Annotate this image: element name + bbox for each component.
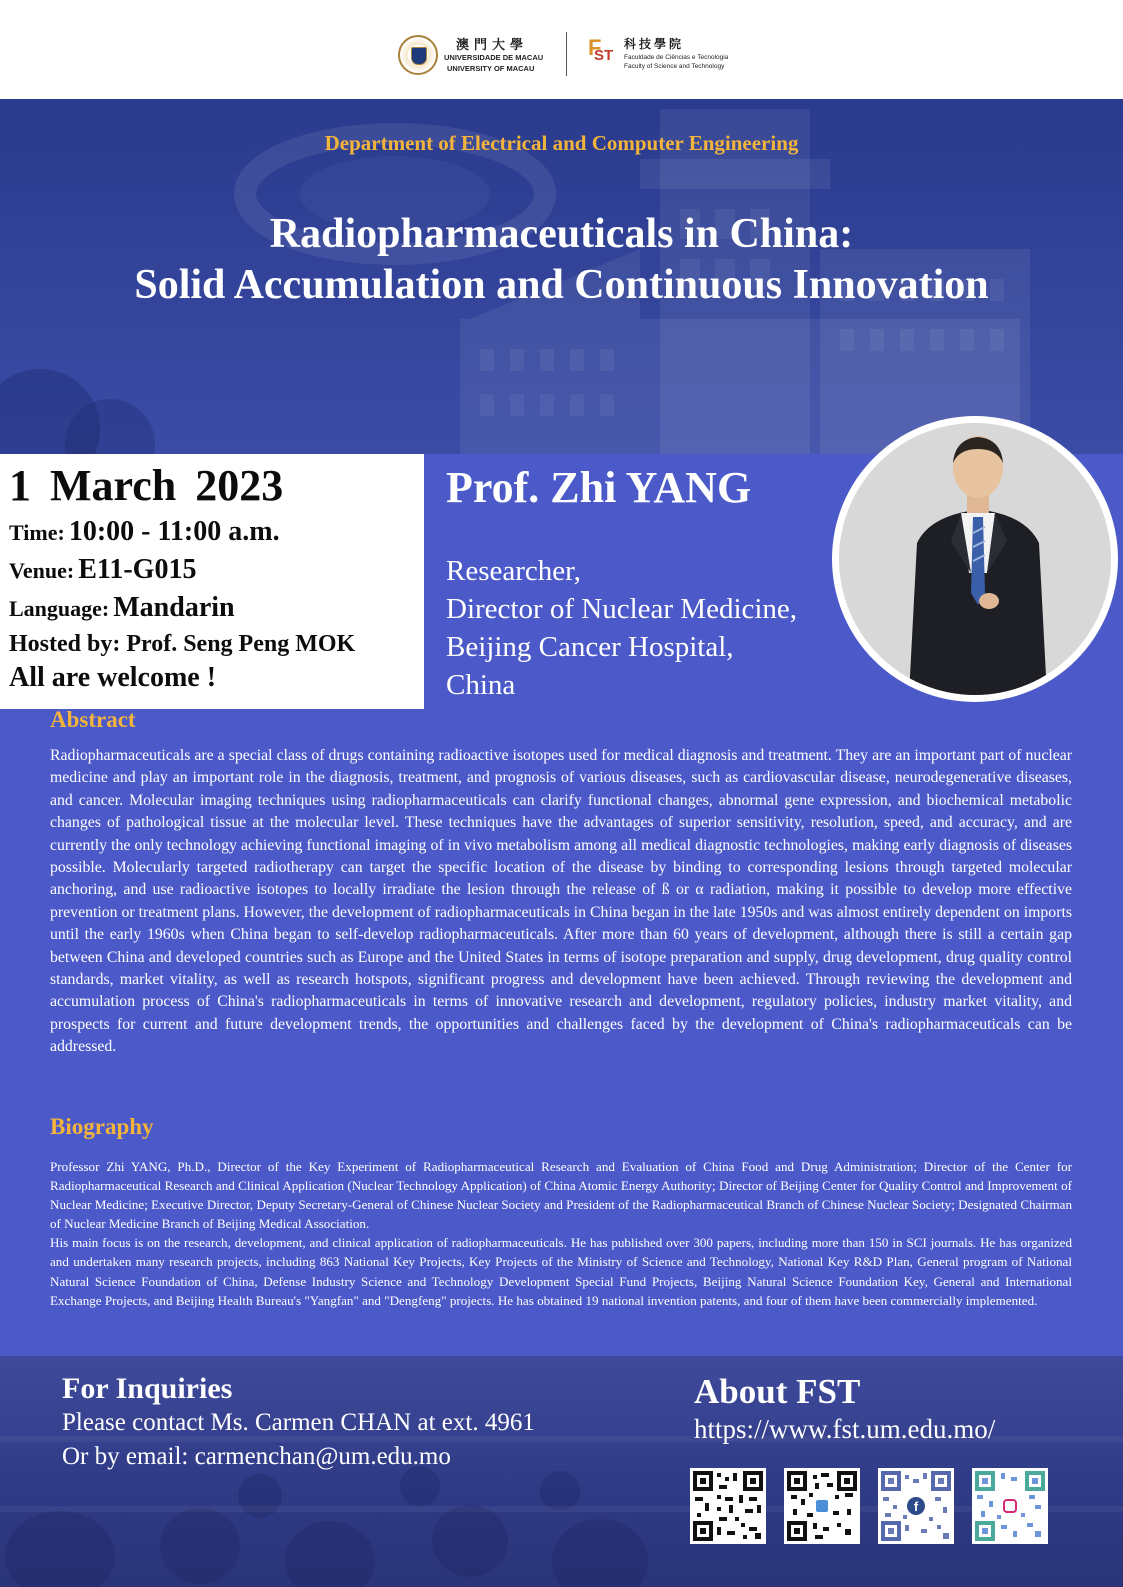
- language-label: Language:: [9, 596, 110, 621]
- event-welcome: All are welcome !: [9, 662, 217, 693]
- um-logo-chinese: 澳門大學: [456, 38, 529, 53]
- biography-paragraph: Professor Zhi YANG, Ph.D., Director of the Key Experiment of Radiopharmaceutical Research and Evaluation of China Food and Drug Administration; Director of the Center for Radiopharmaceutical Research and Clinical Application (Nuclear Technology Application) of China Atomic Energy Authority; Director of Beijing Center for Quality Control and Improvement of Nuclear Medicine; Executive Director, Deputy Secretary-General of Chinese Nuclear Society and President of the Radiopharmaceutical Branch of Chinese Nuclear Society; Designated Chairman of Nuclear Medicine Branch of Beijing Medical Association.: [50, 1159, 1072, 1232]
- biography-paragraph: His main focus is on the research, development, and clinical application of radiopharmaceuticals. He has published over 300 papers, including more than 150 in SCI journals. He has organized and undertaken many research projects, including 863 National Key Projects, Key Projects of the Ministry of Science and Technology, National Key R&D Plan, General program of National Natural Science Foundation of China, Defense Industry Science and Technology Development Special Fund Projects, Beijing Natural Science Foundation Key, General and International Exchange Projects, and Beijing Health Bureau's "Yangfan" and "Dengfeng" projects. He has obtained 19 national invention patents, and four of them have been commercially implemented.: [50, 1235, 1072, 1308]
- um-seal-icon: [398, 35, 438, 75]
- speaker-portrait-icon: [839, 423, 1111, 695]
- speaker-photo: [832, 416, 1118, 702]
- fst-mark-icon: F ST: [588, 35, 614, 64]
- qr-code-icon: [693, 1471, 763, 1541]
- abstract-text: Radiopharmaceuticals are a special class of drugs containing radioactive isotopes used for medical diagnosis and treatment. They are an important part of nuclear medicine and play an important role in the diagnosis, treatment, and prognosis of various diseases, such as cardiovascular disease, neurodegenerative diseases, and cancer. Molecular imaging techniques using radiopharmaceuticals can clarify functional changes, abnormal gene expression, and biochemical metabolic changes of pathological tissue at the molecular level. These techniques have the advantages of superior sensitivity, resolution, speed, and accuracy, and are currently the only technology achieving functional imaging of in vivo metabolism among all medical diagnostic technologies, making early diagnosis of diseases possible. Molecularly targeted radiotherapy can target the specific location of the disease by binding to corresponding lesions through targeted molecular anchoring, and use radioactive isotopes to locally irradiate the lesion through the release of ß or α radiation, making it possible to develop more effective prevention or treatment plans. However, the development of radiopharmaceuticals in China began in the late 1950s and was almost entirely dependent on imports until the early 1960s when China began to self-develop radiopharmaceuticals. After more than 60 years of development, although there is still a certain gap between China and developed countries such as Europe and the United States in terms of isotope preparation and supply, drug development, drug quality control standards, market vitality, as well as research hotspots, significant progress and development have been achieved. Through reviewing the development and accumulation process of China's radiopharmaceuticals in terms of innovative research and development, regulatory policies, industry market vitality, and prospects for current and future development trends, the opportunities and challenges faced by the development of China's radiopharmaceuticals can be addressed.: [50, 747, 1072, 1056]
- instagram-icon: [1001, 1497, 1019, 1515]
- event-host: Hosted by: Prof. Seng Peng MOK: [9, 631, 356, 657]
- um-logo-portuguese: UNIVERSIDADE DE MACAU: [444, 53, 544, 62]
- qr-code-instagram[interactable]: [972, 1468, 1048, 1544]
- header-logo-bar: [0, 0, 1123, 99]
- university-of-macau-logo[interactable]: [398, 33, 546, 75]
- time-label: Time:: [9, 520, 65, 545]
- fst-logo-chinese: 科技學院: [624, 37, 685, 51]
- speaker-title-line: Researcher,: [446, 555, 581, 587]
- logo-divider: [566, 32, 567, 76]
- department-name: Department of Electrical and Computer Engineering: [324, 131, 799, 155]
- venue-label: Venue:: [9, 558, 75, 583]
- speaker-affiliation: [446, 552, 797, 704]
- time-value: 10:00 - 11:00 a.m.: [68, 516, 280, 547]
- inquiries-email[interactable]: Or by email: carmenchan@um.edu.mo: [62, 1443, 451, 1470]
- speaker-title-line: China: [446, 669, 516, 701]
- speaker-photo-image: [839, 423, 1111, 695]
- event-venue: [9, 554, 196, 586]
- biography-text: [50, 1157, 1072, 1310]
- qr-code-website[interactable]: [690, 1468, 766, 1544]
- speaker-title-line: Director of Nuclear Medicine,: [446, 593, 798, 625]
- qr-code-facebook[interactable]: [878, 1468, 954, 1544]
- event-time: [9, 516, 280, 548]
- event-info-box: [0, 454, 424, 709]
- language-value: Mandarin: [113, 592, 235, 623]
- biography-heading: Biography: [50, 1114, 154, 1139]
- event-language: [9, 592, 235, 624]
- qr-code-wechat[interactable]: [784, 1468, 860, 1544]
- fst-logo[interactable]: [588, 34, 738, 74]
- talk-title-line-2: Solid Accumulation and Continuous Innovation: [134, 262, 989, 308]
- speaker-name: Prof. Zhi YANG: [446, 463, 752, 512]
- venue-value: E11-G015: [78, 554, 197, 585]
- hero-banner: [0, 99, 1123, 454]
- speaker-title-line: Beijing Cancer Hospital,: [446, 631, 734, 663]
- fst-website-link[interactable]: https://www.fst.um.edu.mo/: [694, 1414, 996, 1444]
- event-date: 1 March 2023: [9, 461, 284, 510]
- facebook-icon: [907, 1497, 925, 1515]
- wechat-icon: [813, 1497, 831, 1515]
- inquiries-heading: For Inquiries: [62, 1372, 233, 1405]
- inquiries-contact: Please contact Ms. Carmen CHAN at ext. 4961: [62, 1409, 535, 1436]
- fst-logo-english: Faculty of Science and Technology: [624, 63, 725, 70]
- abstract-heading: Abstract: [50, 707, 136, 732]
- talk-title: [0, 209, 1123, 311]
- um-logo-english: UNIVERSITY OF MACAU: [447, 64, 535, 73]
- talk-title-line-1: Radiopharmaceuticals in China:: [269, 211, 854, 257]
- fst-logo-portuguese: Faculdade de Ciências e Tecnologia: [624, 54, 729, 61]
- about-fst-heading: About FST: [694, 1372, 861, 1411]
